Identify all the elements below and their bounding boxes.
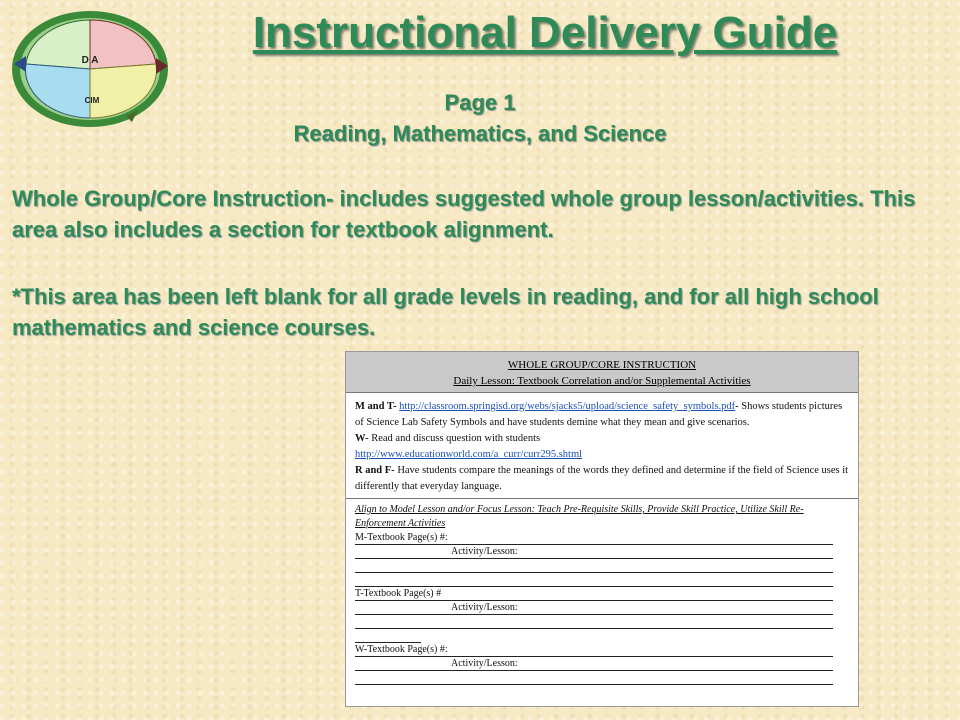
m-textbook-line bbox=[355, 531, 833, 545]
blank-line bbox=[355, 671, 833, 685]
document-subheading: Daily Lesson: Textbook Correlation and/or Supplemental Activities bbox=[453, 375, 751, 387]
logo-letters-top: D A bbox=[81, 55, 99, 66]
mt-label: M and T- bbox=[355, 401, 397, 412]
w-activity-line bbox=[355, 657, 833, 671]
w-textbook-line bbox=[355, 643, 833, 657]
page-subtitle-subjects: Reading, Mathematics, and Science bbox=[293, 121, 667, 146]
page-title: Instructional Delivery Guide bbox=[252, 8, 838, 57]
document-heading: WHOLE GROUP/CORE INSTRUCTION bbox=[507, 359, 697, 371]
w-textbook-label: W-Textbook Page(s) #: bbox=[355, 644, 448, 655]
educationworld-link[interactable]: http://www.educationworld.com/a_curr/curr295.shtml bbox=[355, 449, 583, 460]
w-label: W- bbox=[355, 433, 369, 444]
activity-label: Activity/Lesson: bbox=[451, 602, 518, 613]
blank-line-short bbox=[355, 629, 421, 643]
w-description: Read and discuss question with students bbox=[371, 433, 541, 444]
mt-description: - Shows students pictures of Science Lab Safety Symbols and have students demine what they mean and give scenarios. bbox=[355, 401, 843, 428]
document-header bbox=[346, 352, 858, 393]
activity-label: Activity/Lesson: bbox=[451, 658, 518, 669]
align-instructions: Align to Model Lesson and/or Focus Lesson: Teach Pre-Requisite Skills, Provide Skill Practice, Utilize Skill Re-Enforcement Activities bbox=[355, 504, 804, 529]
textbook-alignment bbox=[346, 499, 858, 689]
rf-label: R and F- bbox=[355, 465, 395, 476]
lesson-document bbox=[345, 351, 859, 707]
activity-label: Activity/Lesson: bbox=[451, 546, 518, 557]
blank-line bbox=[355, 559, 833, 573]
m-textbook-label: M-Textbook Page(s) #: bbox=[355, 532, 448, 543]
note-paragraph: *This area has been left blank for all grade levels in reading, and for all high school mathematics and science courses. bbox=[12, 284, 879, 340]
logo-letters-bottom: CIM bbox=[84, 96, 100, 105]
t-textbook-label: T-Textbook Page(s) # bbox=[355, 588, 442, 599]
page-subtitle: Page 1 bbox=[444, 90, 516, 115]
m-activity-line bbox=[355, 545, 833, 559]
t-textbook-line bbox=[355, 587, 833, 601]
lesson-activities bbox=[346, 393, 858, 499]
description-paragraph: Whole Group/Core Instruction- includes suggested whole group lesson/activities. This area also includes a section for textbook alignment. bbox=[12, 186, 916, 242]
blank-line bbox=[355, 573, 833, 587]
rf-description: Have students compare the meanings of the words they defined and determine if the field of Science uses it differently that everyday language. bbox=[355, 465, 849, 492]
t-activity-line bbox=[355, 601, 833, 615]
safety-symbols-link[interactable]: http://classroom.springisd.org/webs/sjacks5/upload/science_safety_symbols.pdf bbox=[399, 401, 736, 412]
blank-line bbox=[355, 615, 833, 629]
